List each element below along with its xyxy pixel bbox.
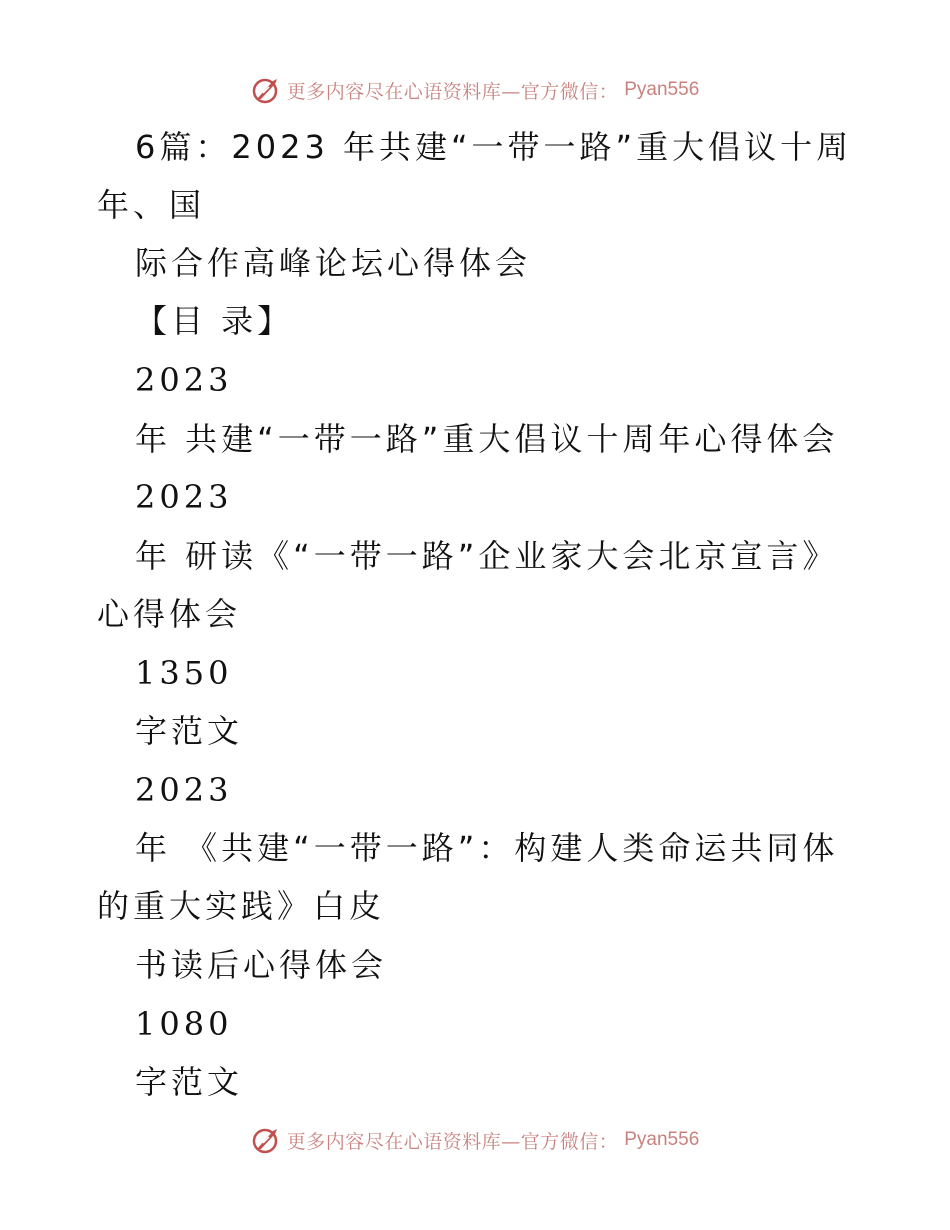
watermark-text: 更多内容尽在心语资料库—官方微信： xyxy=(286,80,619,103)
toc-item-2-wordcount: 1350 xyxy=(135,654,233,692)
title-line-1: 6篇：2023 年共建“一带一路”重大倡议十周 xyxy=(135,128,853,166)
toc-item-1-title: 年 共建“一带一路”重大倡议十周年心得体会 xyxy=(135,420,839,458)
footer-watermark xyxy=(0,1120,950,1160)
toc-item-2-title: 年 研读《“一带一路”企业家大会北京宣言》 xyxy=(135,537,839,575)
toc-item-3-year: 2023 xyxy=(135,771,233,809)
toc-item-2-title-cont: 心得体会 xyxy=(97,595,242,633)
toc-item-3-fanwen: 字范文 xyxy=(135,1063,244,1101)
quill-logo-icon xyxy=(251,75,281,105)
header-watermark xyxy=(0,70,950,110)
quill-logo-icon xyxy=(251,1125,281,1155)
title-line-2: 年、国 xyxy=(97,186,206,224)
toc-item-3-title-cont: 的重大实践》白皮 xyxy=(97,887,386,925)
toc-item-3-title-cont-2: 书读后心得体会 xyxy=(135,946,388,984)
toc-item-3-wordcount: 1080 xyxy=(135,1005,233,1043)
toc-item-2-year: 2023 xyxy=(135,478,233,516)
toc-heading: 【目 录】 xyxy=(135,302,294,340)
watermark-text: 更多内容尽在心语资料库—官方微信： xyxy=(286,1130,619,1153)
watermark-wechat-id: Pyan556 xyxy=(624,79,700,100)
toc-item-1-year: 2023 xyxy=(135,361,233,399)
toc-item-3-title: 年 《共建“一带一路”：构建人类命运共同体 xyxy=(135,829,839,867)
watermark-wechat-id: Pyan556 xyxy=(624,1129,700,1150)
title-line-3: 际合作高峰论坛心得体会 xyxy=(135,244,532,282)
toc-item-2-fanwen: 字范文 xyxy=(135,712,244,750)
